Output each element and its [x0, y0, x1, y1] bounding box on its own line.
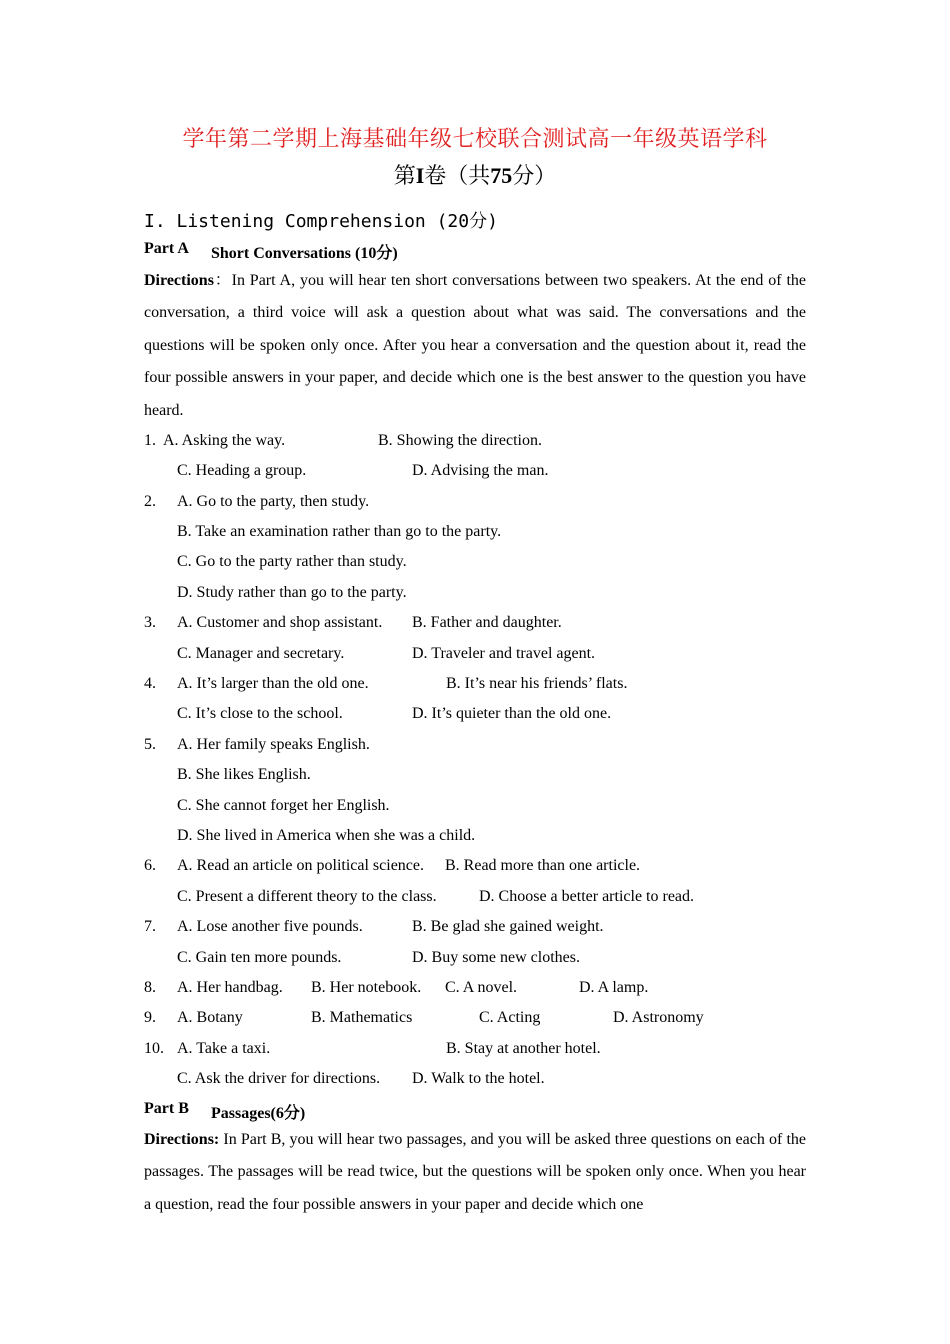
question-number: 2. [144, 493, 156, 510]
option-a: A. It’s larger than the old one. [177, 675, 369, 692]
option-c: C. Go to the party rather than study. [177, 553, 407, 570]
option-a: A. Botany [177, 1009, 243, 1026]
question-number: 10. [144, 1040, 164, 1057]
option-a: A. Take a taxi. [177, 1040, 271, 1057]
option-c: C. Acting [479, 1009, 541, 1026]
option-c: C. Heading a group. [177, 462, 307, 479]
volume-subtitle [0, 159, 950, 190]
option-d: D. It’s quieter than the old one. [412, 705, 612, 722]
option-b: B. She likes English. [177, 766, 311, 783]
directions-label: Directions: [144, 1131, 220, 1148]
part-a-label: Part A [144, 240, 189, 257]
option-d: D. Traveler and travel agent. [412, 645, 596, 662]
option-d: D. Buy some new clothes. [412, 949, 580, 966]
option-c: C. Present a different theory to the class. [177, 888, 437, 905]
option-a: A. Lose another five pounds. [177, 918, 363, 935]
subtitle-score: 75 [490, 163, 513, 188]
subtitle-part: 分） [512, 163, 557, 188]
part-a-directions [144, 265, 806, 427]
option-d: D. Study rather than go to the party. [177, 584, 407, 601]
question-number: 9. [144, 1009, 156, 1026]
part-b-directions [144, 1124, 806, 1221]
directions-text: In Part B, you will hear two passages, and you will be asked three questions on each of the passages. The passages will be read twice, but the questions will be spoken only once. When you hear a question, read the four possible answers in your paper and decide which one [144, 1131, 806, 1213]
option-c: C. She cannot forget her English. [177, 797, 390, 814]
option-d: D. Astronomy [613, 1009, 704, 1026]
option-b: B. Read more than one article. [445, 857, 641, 874]
option-b: B. Mathematics [311, 1009, 413, 1026]
option-c: C. It’s close to the school. [177, 705, 343, 722]
option-d: D. She lived in America when she was a child. [177, 827, 476, 844]
option-d: D. Walk to the hotel. [412, 1070, 545, 1087]
option-c: C. A novel. [445, 979, 518, 996]
question-number: 4. [144, 675, 156, 692]
subtitle-part: 第 [393, 163, 416, 188]
option-b: B. Her notebook. [311, 979, 422, 996]
option-a: A. Asking the way. [163, 432, 286, 449]
option-a: A. Go to the party, then study. [177, 493, 370, 510]
option-b: B. Showing the direction. [378, 432, 542, 449]
option-b: B. Take an examination rather than go to the party. [177, 523, 502, 540]
question-number: 5. [144, 736, 156, 753]
part-b-title: Passages(6分) [211, 1105, 306, 1122]
option-c: C. Ask the driver for directions. [177, 1070, 381, 1087]
option-a: A. Read an article on political science. [177, 857, 425, 874]
option-d: D. Advising the man. [412, 462, 549, 479]
part-b-label: Part B [144, 1100, 189, 1117]
directions-text: ：In Part A, you will hear ten short conversations between two speakers. At the end of the conversation, a third voice will ask a question about what was said. The conversations and the questions will be spoken only once. After you hear a conversation and the question about it, read the four possible answers in your paper, and decide which one is the best answer to the question you have heard. [144, 272, 806, 419]
question-number: 3. [144, 614, 156, 631]
option-b: B. Be glad she gained weight. [412, 918, 604, 935]
option-d: D. A lamp. [579, 979, 649, 996]
directions-label: Directions [144, 272, 214, 289]
option-a: A. Customer and shop assistant. [177, 614, 383, 631]
question-number: 6. [144, 857, 156, 874]
question-number: 8. [144, 979, 156, 996]
option-a: A. Her family speaks English. [177, 736, 370, 753]
part-a-title: Short Conversations (10分) [211, 245, 398, 262]
question-number: 1. [144, 432, 156, 449]
option-b: B. Stay at another hotel. [446, 1040, 601, 1057]
document-title: 学年第二学期上海基础年级七校联合测试高一年级英语学科 [182, 126, 768, 151]
question-number: 7. [144, 918, 156, 935]
option-b: B. Father and daughter. [412, 614, 562, 631]
subtitle-part: 卷（共 [424, 163, 491, 188]
option-a: A. Her handbag. [177, 979, 283, 996]
option-b: B. It’s near his friends’ flats. [446, 675, 628, 692]
subtitle-volume-number: I [415, 163, 425, 188]
option-c: C. Gain ten more pounds. [177, 949, 342, 966]
option-c: C. Manager and secretary. [177, 645, 345, 662]
option-d: D. Choose a better article to read. [479, 888, 695, 905]
section-heading: I. Listening Comprehension (20分) [144, 211, 498, 232]
